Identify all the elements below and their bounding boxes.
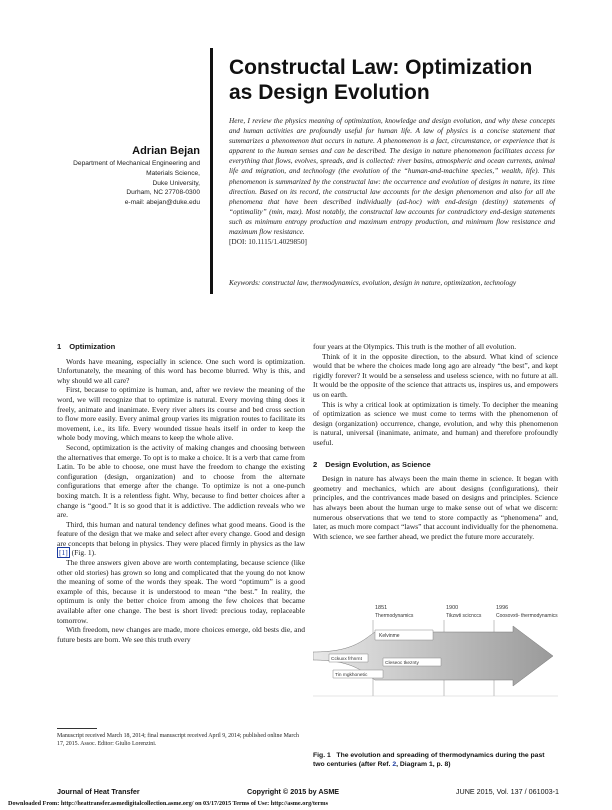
paragraph-text: (Fig. 1). (69, 548, 96, 558)
citation-link[interactable]: [1] (59, 548, 68, 558)
abstract-text: Here, I review the physics meaning of optimization, knowledge and design evolution, and why these concepts and human activities are profoundly useful for human life. A law of physics is a concise statement that summarizes a phenomenon that occurs in nature. A phenomenon is a fact, circumstance, or experience that is apparent to the human senses and can be described. The design in nature phenomenon facilitates access for everything that flows, evolves, spreads, and is collected: river basins, atmospheric and ocean currents, animal life and migration, and technology (the evolution of the “human-and-machine species,” wealth, life). This phenomenon is summarized by the constructal law: the occurrence and evolution of designs in nature, its time direction. Based on its record, the constructal law accounts for the design phenomenon and also for all the phenomena that have been described individually (ad-hoc) with end-design (destiny) statements of “optimality” (min, max). Most notably, the constructal law accounts for contradictory end-design statements such as minimum entropy production and maximum entropy production, and minimum flow resistance and maximum flow resistance. (229, 116, 555, 237)
column-left (57, 342, 305, 644)
affiliation-line: Durham, NC 27708-0300 (126, 189, 200, 197)
title-line-2: as Design Evolution (229, 81, 430, 104)
doi[interactable]: [DOI: 10.1115/1.4029850] (229, 237, 307, 247)
paragraph: This is why a critical look at optimization is timely. To decipher the meaning of optimization as science we must come to terms with the phenomenon of design (organization) occurrence, change, evolution, and why this phenomenon is natural, universal (inanimate, animate, and human) and therefore profoundly useful. (313, 399, 558, 447)
paragraph: Second, optimization is the activity of making changes and choosing between the alternatives that emerge. To opt is to make a choice. It is a verb that came from Latin. To be able to choose, one must have the freedom to change the existing configuration (design, organization) and to choose from the alternate configurations that emerge after the change. To optimize is not a one-punch boxing match. It is a relentless fight. Why, because to find better choices after a change is “good.” It is so good that it is addictive. The addiction reveals who we are. (57, 442, 305, 520)
paragraph: The three answers given above are worth contemplating, because science (like other old stories) has grown so long and complicated that the young do not know the meaning of some of the words they speak. The word “optimum” is a good example of this, because it is understood to mean “the best.” In reality, the optimum is only the better choice from among the few choices that became available after one change. The best is short lived: precious today, replaceable tomorrow. (57, 558, 305, 625)
section-title: Design Evolution, as Science (325, 459, 431, 469)
title-rule (210, 48, 213, 294)
author-affiliation (60, 159, 200, 208)
branch-label: Tin mgkhonetic (335, 673, 368, 678)
abstract (229, 116, 555, 247)
affiliation-line: Materials Science, (146, 169, 200, 177)
section-number: 2 (313, 459, 318, 469)
branch-label: Cckuxx frhnrnt (331, 657, 362, 662)
paragraph: Think of it in the opposite direction, to the absurd. What kind of science would that be where the choices made long ago are already “the best”, and kept rigidly forever? It would be a senseless and useless science, with no future at all. It would be the opposite of the science that attracts us, inspires us, and empowers us on earth. (313, 351, 558, 399)
caption-text: The evolution and spreading of thermodynamics during the past two centuries (after Ref. (313, 752, 545, 768)
figure-year: 1851 (375, 605, 388, 611)
paragraph: four years at the Olympics. This truth is the mother of all evolution. (313, 342, 517, 351)
paragraph: With freedom, new changes are made, more choices emerge, old bests die, and future bests are born. We see this truth every (57, 625, 305, 644)
paragraph (57, 520, 305, 558)
figure-label-thermodynamics: Thermodynamics (375, 613, 414, 619)
section-number: 1 (57, 342, 62, 351)
paragraph: Words have meaning, especially in science. One such word is optimization. Unfortunately, the meaning of this word has become blurred. Why is this, and why should we all care? (57, 356, 305, 385)
author-email[interactable]: e-mail: abejan@duke.edu (124, 199, 200, 207)
figure-caption (313, 751, 558, 769)
footer-copyright: Copyright © 2015 by ASME (247, 787, 340, 796)
figure-1 (313, 600, 558, 745)
figure-label-constructal: Coosovxti- thermodynamics (496, 613, 558, 619)
section-1-heading (57, 342, 305, 352)
footer-journal: Journal of Heat Transfer (57, 787, 140, 796)
download-line[interactable]: Downloaded From: http://heattransfer.asmedigitalcollection.asme.org/ on 03/17/2015 Terms of Use: http://asme.org/terms (8, 800, 328, 807)
figure-label-classical: Tikzwti scicnccs (446, 613, 482, 619)
footer-issue: JUNE 2015, Vol. 137 / 061003-1 (455, 787, 559, 796)
author-name: Adrian Bejan (132, 145, 200, 157)
caption-text: , Diagram 1, p. 8) (396, 761, 451, 768)
caption-ref-link[interactable]: 2 (392, 761, 397, 768)
footnote-rule (57, 728, 97, 729)
column-right (313, 342, 558, 541)
figure-year: 1900 (446, 605, 459, 611)
branch-label: Kelvinme (379, 633, 400, 639)
section-title: Optimization (69, 342, 116, 351)
affiliation-line: Department of Mechanical Engineering and (73, 160, 200, 167)
keywords: Keywords: constructal law, thermodynamics, evolution, design in nature, optimization, technology (229, 278, 517, 287)
section-2-heading (313, 460, 558, 470)
author-block (60, 145, 200, 208)
branch-label: Cleseoc tkeznty (385, 661, 419, 666)
article-title (229, 55, 559, 105)
title-line-1: Constructal Law: Optimization (229, 56, 533, 79)
paragraph-text: Third, this human and natural tendency defines what good means. Good is the feature of the design that we make and select after every change. Good and design are concepts that belong in physics. They were placed firmly in physics as the law (57, 519, 305, 548)
affiliation-line: Duke University, (152, 179, 200, 187)
paragraph: First, because to optimize is human, and, after we review the meaning of the word, we will recognize that to optimize is natural. Every moving thing does it freely, animate and inanimate. Every river alters its course and bed cross section to flow more easily. Every animal group varies its migration routes to facilitate its movement, i.e., its life. Every wounded tissue heals itself in order to keep the whole body moving, which means to keep the whole alive. (57, 385, 305, 443)
figure-year: 1996 (496, 605, 509, 611)
footnote: Manuscript received March 18, 2014; final manuscript received April 9, 2014; published online March 17, 2015. Assoc. Editor: Giulio Lorenzini. (57, 733, 299, 748)
paragraph: Design in nature has always been the main theme in science. It began with geometry and mechanics, which are about designs (configurations), their principles, and the contrivances made based on designs and principles. Science has always been about the human urge to make sense out of what we discern: numerous observations that we tend to store compactly as “phenomena” and, later, as much more compact “laws” that account individually for the phenomena. With science, we see farther ahead, we predict the future more accurately. (313, 474, 558, 541)
figure-number: Fig. 1 (313, 752, 331, 759)
